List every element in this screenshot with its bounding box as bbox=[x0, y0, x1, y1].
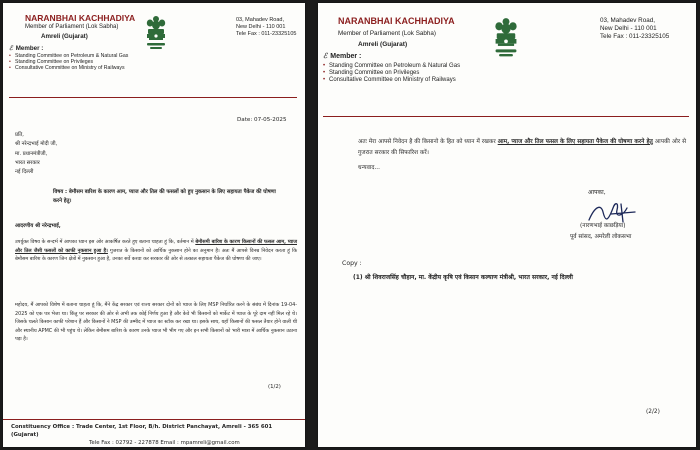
copy-recipient: (1) श्री शिवराजसिंह चौहान, मा. केंद्रीय कृषि एवं किसान कल्याण मंत्रीश्री, भारत सरकार, नई दिल्ली bbox=[353, 274, 573, 281]
footer-divider bbox=[3, 419, 305, 420]
addressee-block bbox=[15, 131, 57, 177]
request-paragraph: अतः मेरा आपसे निवेदन है की किसानो के हित को ध्यान में रखकर आम, प्याज और तिल फसल के लिए सहायता पैकेज की घोषणा करने हेतु आपकी ओर से गुजरात सरकार की सिफारिश करें। bbox=[358, 139, 686, 156]
signer-title: पूर्व सांसद, अमरेली लोकसभा bbox=[570, 234, 632, 240]
address-telefax: Tele Fax : 011-23325105 bbox=[600, 32, 670, 40]
addressee-line: भारत सरकार bbox=[15, 159, 40, 166]
addressee-line: प्रति, bbox=[15, 132, 24, 138]
letter-subject: विषय : बेमौसम बारिश के कारण आम, प्याज और तिल की फसलों को हुए नुकसान के लिए सहायता पैकेज की घोषणा करने हेतु। bbox=[53, 189, 276, 204]
letterhead-name: NARANBHAI KACHHADIYA bbox=[338, 16, 455, 26]
addressee-line: नई दिल्ली bbox=[15, 169, 34, 176]
letter-page-2 bbox=[318, 3, 696, 447]
page-number: (2/2) bbox=[646, 409, 660, 415]
body-paragraph-2: महोदय, मैं आपको विशेष में बताना चाहता हूं कि, मैंने केंद्र सरकार एवं राज्य सरकार दोनों को प्याज के लिए MSP निर्धारित करने के संबंध में दिनांक 19-04-2025 को एक पत्र भेजा था। किंतु पर सरकार की ओर से अभी तक कोई निर्णय हुआ है और केवे भी किसानों को मार्केट में प्याज के पूरे दाम नहीं मिल रहे थे। जिसके चलते किसान काफी परेशान हैं और किसानों ने MSP की उम्मीद में प्याज का स्टॉक कर रखा था। इसके साथ, यहाँ किसानों की फसल तैयार होने वाली थी और स्थानीय APMC की भी पहुंच थे। लेकिन बेमौसम बारिश के कारण उनके प्याज भी भीग गए और इन सभी किसानों को भारी मात्रा में आर्थिक नुकसान उठाना पड़ा है। bbox=[15, 302, 297, 343]
committee-list bbox=[9, 54, 139, 72]
address-line-2: New Delhi - 110 001 bbox=[236, 23, 286, 30]
page-number: (1/2) bbox=[268, 384, 281, 390]
signer-name: (नारणभाई काछड़िया) bbox=[580, 223, 626, 229]
constituency-office: Constituency Office : Trade Center, 1st Floor, B/h. District Panchayat, Amreli - 365 601 (Gujarat) bbox=[11, 424, 273, 439]
letterhead-title: Member of Parliament (Lok Sabha) bbox=[338, 30, 436, 37]
address-telefax: Tele Fax : 011-23325105 bbox=[236, 30, 297, 37]
mark-icon: ℰ bbox=[323, 53, 328, 60]
letter-date: Date: 07-05-2025 bbox=[237, 117, 287, 123]
committee-item: • Standing Committee on Privileges bbox=[323, 70, 473, 77]
header-divider bbox=[9, 97, 297, 98]
body-paragraph-1: उपर्युक्त विषय के सन्दर्भ में आपका ध्यान इस ओर आकर्षित करते हुए बताना चाहता हूं कि, वर्तमान में बेमौसमी बारिश के कारण किसानों की फसल आम, प्याज और तिल जैसी फसलों को काफी नुकसान हुआ है। गुजरात के किसानों को आर्थिक नुकसान होने का अनुमान है। अतः मैं आपसे विनम्र निवेदन करता हूं कि बेमौसम बारिश के कारण जिन क्षेत्रों में नुकसान हुआ है, उनका सर्वे करवा कर सरकार की ओर से तत्काल सहायता पैकेज की घोषणा की जाए। bbox=[15, 239, 297, 263]
committee-list bbox=[323, 63, 473, 84]
committee-item: • Consultative Committee on Ministry of Railways bbox=[323, 77, 473, 84]
mark-icon: ℰ bbox=[9, 45, 13, 52]
letterhead-constituency: Amreli (Gujarat) bbox=[358, 41, 408, 48]
committee-item: • Consultative Committee on Ministry of Railways bbox=[9, 66, 139, 72]
letterhead-name: NARANBHAI KACHHADIYA bbox=[25, 13, 136, 23]
footer-contact: Tele Fax : 02792 - 227878 Email : mpamreli@gmail.com bbox=[89, 440, 240, 447]
member-label: ℰ Member : bbox=[9, 45, 44, 52]
salutation: आदरणीय श्री नरेन्द्रभाई, bbox=[15, 223, 61, 229]
member-label: ℰ Member : bbox=[323, 53, 362, 60]
committee-item: • Standing Committee on Privileges bbox=[9, 60, 139, 66]
closing-text: आपका, bbox=[588, 189, 606, 196]
letter-footer bbox=[11, 423, 297, 447]
committee-item: • Standing Committee on Petroleum & Natural Gas bbox=[323, 63, 473, 70]
header-divider bbox=[323, 116, 689, 117]
copy-label: Copy : bbox=[342, 260, 362, 267]
letterhead-address bbox=[236, 17, 296, 38]
letterhead-title: Member of Parliament (Lok Sabha) bbox=[25, 24, 119, 30]
highlighted-text: आम, प्याज और तिल फसल के लिए सहायता पैकेज की घोषणा करने हेतु bbox=[497, 139, 653, 145]
letterhead-address bbox=[600, 17, 669, 41]
national-emblem-icon bbox=[144, 15, 168, 53]
address-line-1: 03, Mahadev Road, bbox=[600, 17, 655, 24]
letter-page-1 bbox=[3, 3, 305, 447]
national-emblem-icon bbox=[492, 17, 520, 61]
committee-item: • Standing Committee on Petroleum & Natural Gas bbox=[9, 54, 139, 60]
thanks-text: धन्यवाद... bbox=[358, 165, 380, 171]
addressee-line: मा. प्रधानमंत्रीजी, bbox=[15, 150, 48, 157]
address-line-2: New Delhi - 110 001 bbox=[600, 24, 657, 32]
letterhead-constituency: Amreli (Gujarat) bbox=[41, 33, 88, 40]
address-line-1: 03, Mahadev Road, bbox=[236, 17, 285, 23]
highlighted-text: बेमौसमी बारिश के कारण किसानों की फसल आम, प्याज और तिल जैसी फसलों को काफी नुकसान हुआ है। bbox=[15, 239, 297, 254]
addressee-line: श्री नरेन्द्रभाई मोदी जी, bbox=[15, 141, 58, 148]
